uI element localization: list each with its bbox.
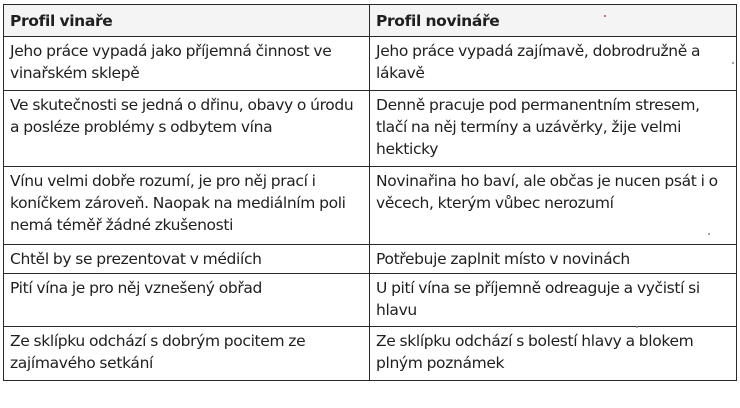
- scan-speck: [732, 62, 734, 64]
- table-row: [4, 245, 737, 274]
- winemaker-cell: Ve skutečnosti se jedná o dřinu, obavy o úrodu a posléze problémy s odbytem vína: [4, 91, 370, 167]
- journalist-cell: Potřebuje zaplnit místo v novinách: [370, 245, 737, 274]
- table-row: [4, 167, 737, 245]
- journalist-cell: Novinařina ho baví, ale občas je nucen psát i o věcech, kterým vůbec nerozumí: [370, 167, 737, 245]
- profile-comparison-table: [3, 4, 737, 381]
- journalist-cell: U pití vína se příjemně odreaguje a vyčistí si hlavu: [370, 274, 737, 327]
- header-winemaker-profile: Profil vinaře: [4, 5, 370, 37]
- scan-speck: [604, 15, 606, 17]
- table-row: [4, 274, 737, 327]
- header-journalist-profile: Profil novináře: [370, 5, 737, 37]
- table-header-row: [4, 5, 737, 37]
- journalist-cell: Jeho práce vypadá zajímavě, dobrodružně a lákavě: [370, 37, 737, 91]
- table-row: [4, 327, 737, 381]
- winemaker-cell: Vínu velmi dobře rozumí, je pro něj prací i koníčkem zároveň. Naopak na mediálním poli nemá téměř žádné zkušenosti: [4, 167, 370, 245]
- scan-speck: [636, 326, 638, 328]
- journalist-cell: Ze sklípku odchází s bolestí hlavy a blokem plným poznámek: [370, 327, 737, 381]
- winemaker-cell: Jeho práce vypadá jako příjemná činnost ve vinařském sklepě: [4, 37, 370, 91]
- journalist-cell: Denně pracuje pod permanentním stresem, tlačí na něj termíny a uzávěrky, žije velmi hekticky: [370, 91, 737, 167]
- scan-speck: [708, 233, 710, 235]
- table-row: [4, 91, 737, 167]
- winemaker-cell: Chtěl by se prezentovat v médiích: [4, 245, 370, 274]
- winemaker-cell: Pití vína je pro něj vznešený obřad: [4, 274, 370, 327]
- table-row: [4, 37, 737, 91]
- winemaker-cell: Ze sklípku odchází s dobrým pocitem ze zajímavého setkání: [4, 327, 370, 381]
